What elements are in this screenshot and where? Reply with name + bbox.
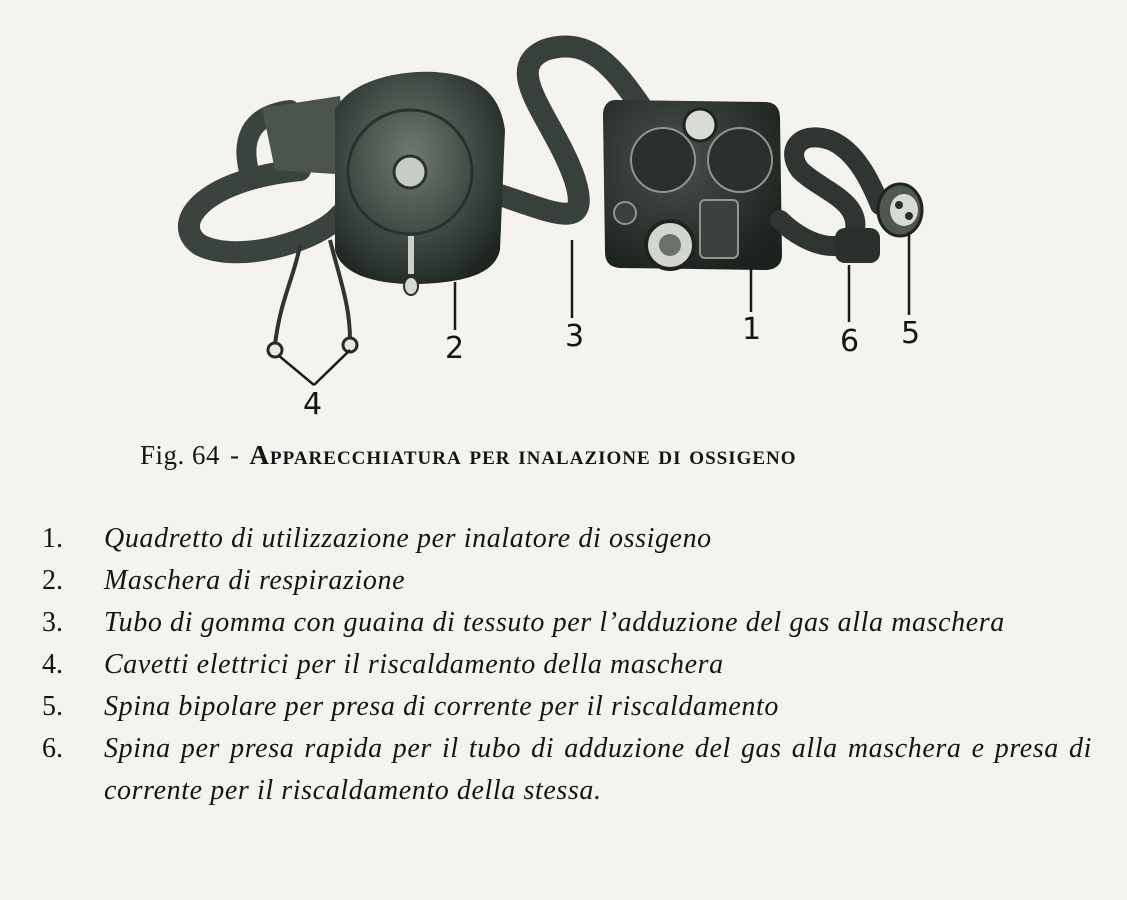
legend-text: Cavetti elettrici per il riscaldamento della maschera	[104, 649, 724, 680]
legend-item	[42, 728, 1092, 812]
legend-text: Tubo di gomma con guaina di tessuto per l’adduzione del gas alla maschera	[104, 607, 1005, 638]
legend-list	[42, 518, 1092, 812]
legend-number: 5.	[42, 691, 63, 722]
figure-title: Apparecchiatura per inalazione di ossigeno	[249, 440, 797, 470]
legend-number: 6.	[42, 733, 63, 764]
legend-text: Maschera di respirazione	[104, 565, 406, 596]
callout-2: 2	[445, 331, 465, 366]
callout-1: 1	[742, 312, 762, 347]
legend-item	[42, 686, 1092, 728]
callout-4: 4	[303, 387, 323, 422]
callout-5: 5	[901, 316, 921, 351]
legend-number: 3.	[42, 607, 63, 638]
callout-6: 6	[840, 324, 860, 359]
figure-number: Fig. 64	[140, 440, 221, 470]
legend-item	[42, 518, 1092, 560]
legend-item	[42, 644, 1092, 686]
callout-3: 3	[565, 319, 585, 354]
legend-number: 2.	[42, 565, 63, 596]
quick-connector-icon	[780, 137, 880, 263]
legend-text: Quadretto di utilizzazione per inalatore di ossigeno	[104, 523, 712, 554]
legend-item	[42, 560, 1092, 602]
caption-separator: -	[230, 440, 240, 470]
control-panel-icon	[603, 100, 782, 270]
legend-number: 1.	[42, 523, 63, 554]
legend-number: 4.	[42, 649, 63, 680]
breathing-mask-icon	[335, 72, 505, 295]
bipolar-plug-icon	[878, 184, 922, 236]
apparatus-illustration	[0, 0, 1127, 430]
legend-text: Spina bipolare per presa di corrente per il riscaldamento	[104, 691, 780, 722]
legend-item	[42, 602, 1092, 644]
legend-text: Spina per presa rapida per il tubo di adduzione del gas alla maschera e presa di corrente per il riscaldamento della stessa.	[104, 733, 1092, 806]
figure-caption	[140, 440, 1040, 471]
